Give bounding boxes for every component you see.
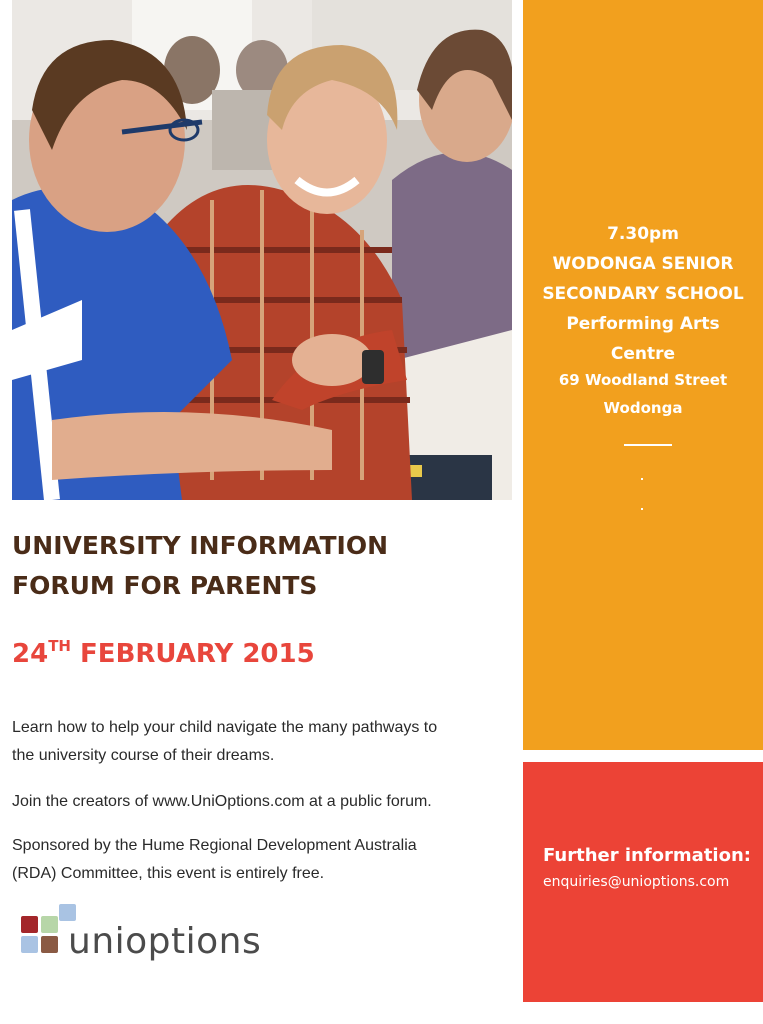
title-line-1: UNIVERSITY INFORMATION: [12, 531, 388, 560]
venue-line-2: SECONDARY SCHOOL: [542, 284, 744, 304]
venue-line-1: WODONGA SENIOR: [552, 254, 734, 274]
contact-panel: [523, 762, 763, 1002]
event-details-panel: [523, 0, 763, 750]
paragraph-sponsor-line-2: (RDA) Committee, this event is entirely free.: [12, 865, 325, 882]
paragraph-creators: [12, 788, 512, 816]
paragraph-creators-line: Join the creators of www.UniOptions.com at a public forum.: [12, 793, 432, 810]
unioptions-logo: [18, 902, 298, 972]
logo-square-green: [41, 916, 58, 933]
venue-block: [523, 219, 763, 369]
address-line-1: 69 Woodland Street: [558, 371, 728, 389]
address-block: [523, 366, 763, 422]
divider-rule: [624, 444, 672, 446]
paragraph-intro: [12, 714, 512, 770]
paragraph-intro-line-2: the university course of their dreams.: [12, 747, 275, 764]
hero-photo: [12, 0, 512, 500]
event-time: 7.30pm: [607, 224, 679, 244]
logo-square-brown: [41, 936, 58, 953]
date-suffix: TH: [48, 636, 71, 655]
paragraph-intro-line-1: Learn how to help your child navigate the many pathways to: [12, 719, 438, 736]
venue-line-3: Performing Arts: [566, 314, 720, 334]
address-line-2: Wodonga: [603, 399, 683, 417]
logo-square-red: [21, 916, 38, 933]
page-title: [12, 526, 492, 606]
title-line-2: FORUM FOR PARENTS: [12, 571, 318, 600]
decorative-dot: [641, 478, 643, 480]
date-month-year: FEBRUARY 2015: [80, 639, 315, 669]
contact-title: Further information:: [543, 845, 751, 866]
event-date: [12, 634, 315, 674]
contact-email[interactable]: enquiries@unioptions.com: [543, 874, 730, 890]
decorative-dot: [641, 508, 643, 510]
logo-square-blue: [21, 936, 38, 953]
paragraph-sponsor-line-1: Sponsored by the Hume Regional Development Australia: [12, 837, 417, 854]
date-day: 24: [12, 639, 49, 669]
paragraph-sponsor: [12, 832, 512, 888]
logo-wordmark: unioptions: [68, 921, 262, 962]
venue-line-4: Centre: [610, 344, 676, 364]
